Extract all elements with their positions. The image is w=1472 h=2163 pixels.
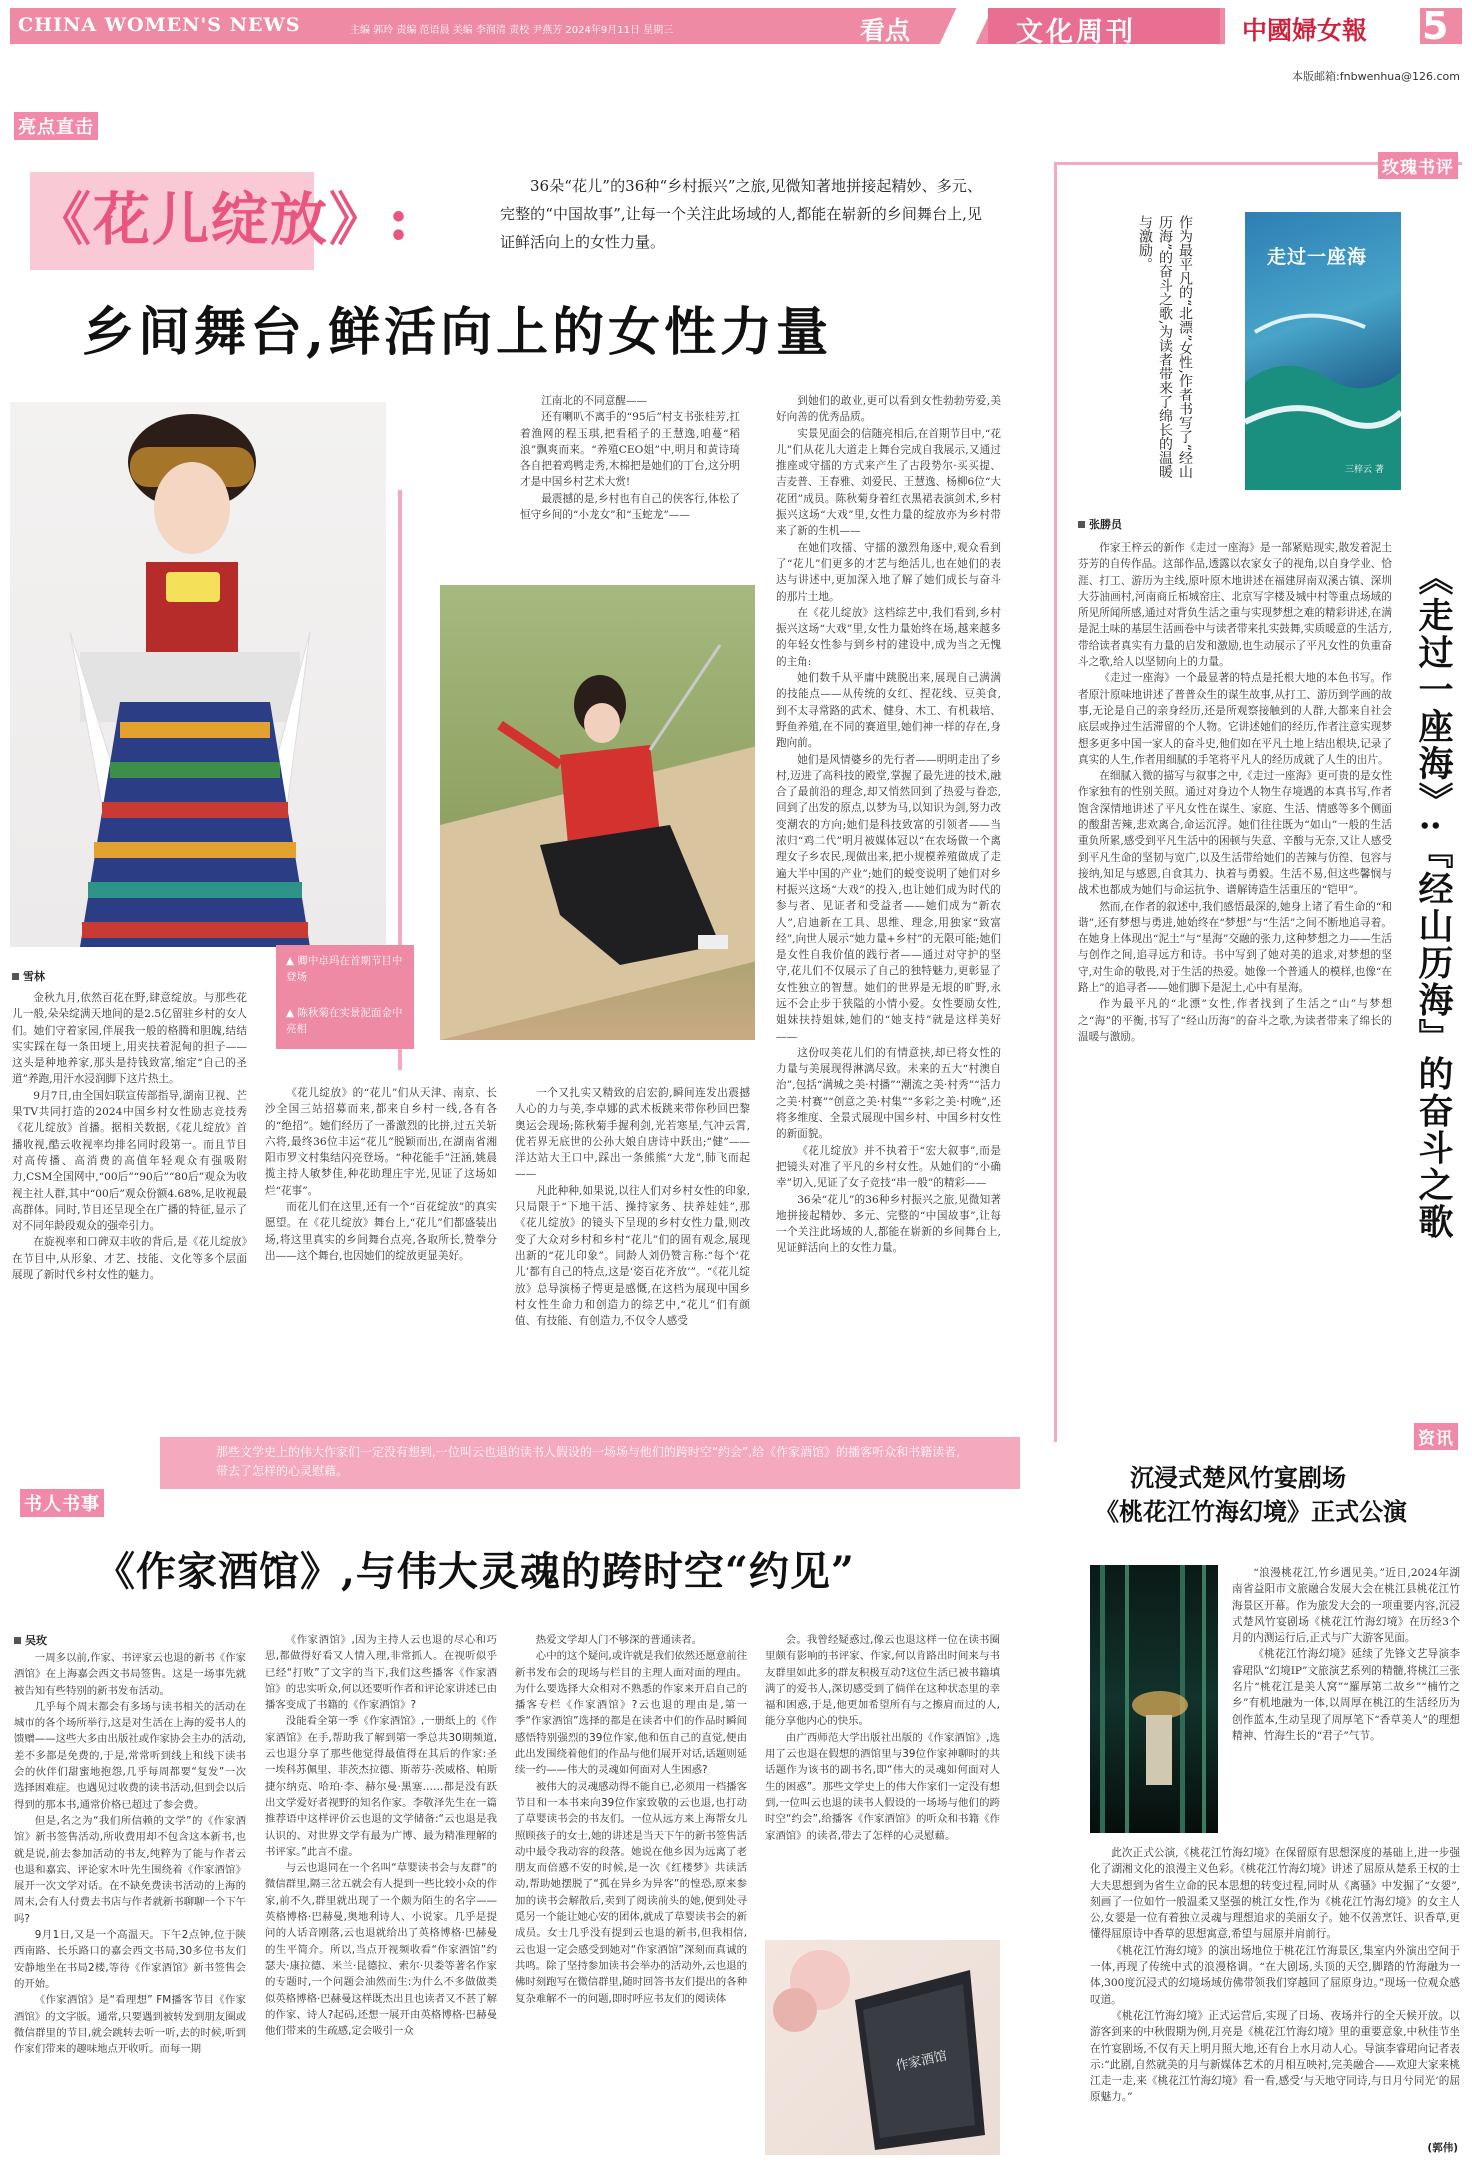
tavern-c2p2: 没能看全第一季《作家酒馆》,一册纸上的《作家酒馆》在手,帮助我了解到第一季总共30期频道,云也退分享了那些他觉得最值得在其后的作家:圣一埃科苏佩里、菲茨杰拉德、斯蒂芬·茨威格、帕斯捷尔纳克、哈珀·李、赫尔曼·黑塞……都是没有跃出文学爱好者视野的知名作家。李敬泽先生在一篇推荐语中这样评价云也退的文学储备:“云也退是我认识的、对世界文学有最为广博、最为精准理解的书评家。”此言不虚。 — [265, 1715, 497, 1858]
book-p5: 作为最平凡的“北漂”女性,作者找到了生活之“山”与梦想之“海”的平衡,书写了“经山历海”的奋斗之歌,为读者带来了绵长的温暖与激励。 — [1078, 998, 1392, 1043]
lead-col2 — [265, 1085, 497, 1375]
author-marker-icon — [1078, 521, 1085, 528]
lead-p3: 在旋视率和口碑双丰收的背后,是《花儿绽放》在节目中,从形象、才艺、技能、文化等多个层面展现了新时代乡村女性的魅力。 — [12, 1236, 247, 1282]
book-p1: 作家王梓云的新作《走过一座海》是一部紧贴现实,散发着泥土芬芳的自传作品。这部作品,透露以农家女子的视角,以自身学业、恰涯、打工、游历为主线,原叶原木地讲述在福建屏南双溪古镇、深圳大芬油画村,河南商丘柘城窑庄、北京写字楼及城中村等重点场域的所见所闻所感,通过对背负生活之重与实现梦想之难的精彩讲述,在满是泥土味的基层生活画卷中与读者带来扎实鼓舞,实质暖意的生活方,带给读者真实有力量的启发和激励,也生动展示了平凡女性的负重奋斗之歌,给人以坚韧向上的力量。 — [1078, 542, 1392, 669]
news-byline-end: (郭伟) — [1427, 2142, 1458, 2154]
lead-col4-p7: 这份叹美花儿们的有情意挟,却已将女性的力量与美展现得淋漓尽致。未来的五大“村澳自治”,包括“满城之美·村播”“潮流之美·村秀”“活力之美·村赛”“创意之美·村集”“多彩之美·村晚”,还将多维度、全景式展现中国乡村、中国乡村女性的新面貌。 — [776, 1046, 1001, 1141]
news-p1: “浪漫桃花江,竹乡遇见美。”近日,2024年湖南省益阳市文旅融合发展大会在桃江县桃花江竹海景区开幕。作为旅发大会的一项重要内容,沉浸式楚风竹宴剧场《桃花江竹海幻境》在历经3个月的内测运行后,正式与广大游客见面。 — [1232, 1567, 1460, 1645]
lead-col4-p5: 她们数千从平庸中跳脱出来,展现自己满满的技能点——从传统的女红、捏花线、豆美食,到不太寻常路的武术、健身、木工、有机栽培、野鱼养殖,在不同的赛道里,她们神一样的存在,身跑向前。 — [776, 672, 1001, 750]
kicker-book: 玫瑰书评 — [1378, 152, 1458, 179]
lead-col4-p3: 在她们攻擂、守擂的激烈角逐中,观众看到了“花儿”们更多的才艺与绝活儿,也在她们的表达与讲述中,更加深入地了解了她们成长与奋斗的那片土地。 — [776, 541, 1001, 603]
tavern-author — [14, 1632, 47, 1648]
book-cover-title: 走过一座海 — [1267, 246, 1368, 268]
news-photo — [1090, 1565, 1218, 1833]
news-p3: 此次正式公演,《桃花江竹海幻境》在保留原有思想深度的基础上,进一步强化了湖湘文化的浪漫主义色彩。《桃花江竹海幻境》讲述了屈原从楚系王权的士大夫思想到为省生立命的民本思想的转变过程,同时从《离骚》中发掘了“女媭”,刻画了一位如竹一般温柔又坚强的桃江女性,作为《桃花江竹海幻境》的女主人公,女媭是一位有着独立灵魂与理想追求的美丽女子。她不仅善烹饪、识香草,更懂得屈原诗中香草的思想寓意,希望与屈原并肩前行。 — [1090, 1847, 1460, 1941]
tavern-book-label: 作家酒馆 — [894, 2048, 949, 2075]
book-cover — [1245, 212, 1401, 490]
pullquote-bar — [160, 1437, 1020, 1489]
kicker-news: 资讯 — [1414, 1423, 1458, 1450]
lead-col3-p5: 凡此种种,如果说,以往人们对乡村女性的印象,只局限于“下地干活、操持家务、扶养娃娃”,那《花儿绽放》的镜头下呈现的乡村女性力量,则改变了大众对乡村和乡村“花儿”们的固有观念,展现出新的“花儿印象”。同龄人刘仍赞言称:“每个‘花儿’都有自己的特点,这是‘姿百花齐放’”。“《花儿绽放》总导演杨子愕更是感慨,在这档为展现中国乡村女性生命力和创造力的综艺中,“花儿”们有颜值、有技能、有创造力,不仅令人感受 — [515, 1184, 750, 1328]
tavern-c3p3: 被伟大的灵魂感动得不能自已,必须用一档播客节目和一本书来向39位作家致敬的云也退,也打动了草婴读书会的书友们。一位从远方来上海帮女儿照顾孩子的女士,她的讲述是当天下午的新书签售活动中最令我动容的段落。她说在他乡因为远离了老朋友而倍感不安的时候,是一次《红楼梦》共读活动,帮助她摆脱了“孤在异乡为异客”的惶恐,原来参加的读书会解散后,卖到了阅读前头的她,便到处寻觅另一个能让她心安的团体,就成了草婴读书会的新成员。女士几乎没有提到云也退的新书,但我相信,云也退一定会感受到她对“作家酒馆”深刻而真诚的共鸣。除了坚持参加读书会举办的活动外,云也退的佛时刻跑写在微信群里,随时回答书友们提出的各种复杂难解不一的问题,即时呼应书友们的阅读体 — [515, 1780, 747, 2005]
book-p3: 在细腻入微的描写与叙事之中,《走过一座海》更可贵的是女性作家独有的性别关照。通过对身边个人物生存境遇的本真书写,作者饱含深情地讲述了平凡女性在谋生、家庭、生活、情感等多个侧面的酸甜苦辣,悲欢离合,命运沉浮。她们往往既为“如山”一般的生活重负所累,感受到平凡生活中的困顿与失意、辛酸与无奈,又让人感受到平凡生命的坚韧与宽广,以及生活带给她们的苦辣与仿徨、包容与接纳,知足与感恩,自食其力、执着与勇毅。生活不易,但这些馨悯与战术也都成为她们与命运抗争、谱解铸造生活重压的“铠甲”。 — [1078, 770, 1392, 897]
tavern-headline: 《作家酒馆》,与伟大灵魂的跨时空“约见” — [95, 1548, 855, 1595]
page-number: 5 — [1422, 4, 1449, 48]
news-col-bottom — [1090, 1845, 1460, 2155]
lead-col1 — [12, 990, 247, 1370]
tavern-col4 — [765, 1632, 1000, 1932]
lead-col3-bottom — [515, 1085, 750, 1375]
book-p4: 然而,在作者的叙述中,我们感悟最深的,她身上诸了看生命的“和谐”,还有梦想与勇进,她始终在“梦想”与“生活”之间不断地追寻着。在她身上体现出“泥土”与“星海”交融的张力,这种梦想之力——生活与创作之间,追寻远方和诗。书中写到了她对美的追求,对梦想的坚守,对生命的敬畏,对于生活的热爱。她像一个普通人的模样,也像“在路上”的追寻者——她们脚下是泥土,心中有星海。 — [1078, 900, 1392, 995]
tavern-col1 — [14, 1650, 246, 2155]
tag-kandian: 看点 — [860, 16, 911, 45]
lead-p1: 金秋九月,依然百花在野,肆意绽放。与那些花儿一般,朵朵绽满天地间的是2.5亿留驻乡村的女人们。她们守着家园,伴展我一般的格腾和胆魄,结结实实踩在每一条田埂上,用夹扶着泥甸的担子——这头是种地养家,那头是持钱致富,缩定“自己的圣道”养跑,用汗水浸润脚下这片热土。 — [12, 992, 247, 1086]
section-email: 本版邮箱:fnbwenhua@126.com — [1292, 70, 1460, 83]
book-author — [1078, 516, 1122, 532]
tavern-p3: 但是,名之为“我们所信赖的文学”的《作家酒馆》新书签售活动,所收费用却不包含这本新书,也就是说,前去参加活动的书友,纯粹为了能与作者云也退和嘉宾、评论家木叶先生围绕着《作家酒馆》展开一次文学对话。在不缺免费读书活动的上海的周末,会有人付费去书店与作者就新书聊聊一个下午吗? — [14, 1814, 246, 1925]
news-title1: 沉浸式楚风竹宴剧场 — [1130, 1463, 1346, 1492]
tavern-author-name: 吴玫 — [25, 1634, 47, 1647]
lead-p2: 9月7日,由全国妇联宣传部指导,湖南卫视、芒果TV共同打造的2024中国乡村女性励志竞技秀《花儿绽放》首播。据相关数据,《花儿绽放》首播收视,酷云收视率均排名同时段第一。而且节目对高传播、高消费的高值年轻观众有强吸附力,CSM全国网中,“00后”“90后”“80后”观众为收视主社人群,其中“00后”观众份额4.68%,足收视最高群体。同时,节目还呈现全在广播的特征,显示了对不同年龄段观众的强牵引力。 — [12, 1089, 247, 1233]
photo-caption-box — [276, 945, 414, 1049]
tavern-p2: 几乎每个周末都会有多场与读书相关的活动在城市的各个场所举行,这是对生活在上海的爱书人的馈赠——这些大多由出版社或作家协会主办的活动,差不多都是免费的,于是,常常听到线上和线下读书会的伙伴们甜蜜地抱怨,几乎每周都要“复发”一次选择困难症。也遇见过收费的读书活动,但到会以后得到的那本书,通常价格已超过了参会费。 — [14, 1700, 246, 1811]
paper-name-en: CHINA WOMEN'S NEWS — [18, 14, 301, 36]
lead-col3-p3: 最震撼的是,乡村也有自己的侠客行,体松了恒守乡间的“小龙女”和“玉蛇龙”—— — [520, 492, 740, 522]
author-marker-icon — [14, 1637, 21, 1644]
book-cover-author: 三梓云 著 — [1345, 465, 1384, 475]
pullquote-text: 那些文学史上的伟大作家们一定没有想到,一位叫云也退的读书人假设的一场场与他们的跨时空“约会”,给《作家酒馆》的播客听众和书籍读者,带去了怎样的心灵慰藉。 — [216, 1445, 960, 1478]
lead-p5: 而花儿们在这里,还有一个“百花绽放”的真实愿望。在《花儿绽放》舞台上,“花儿”们都盛装出场,将这里真实的乡间舞台点亮,各取所长,赞拳分出——这个舞台,也因她们的绽放更显美好。 — [265, 1201, 497, 1262]
tavern-book-illustration — [765, 1940, 1000, 2155]
lead-col4-p4: 在《花儿绽放》这档综艺中,我们看到,乡村振兴这场“大戏”里,女性力量始终在场,越来越多的年轻女性参与到乡村的建设中,成为当之无愧的主角: — [776, 606, 1001, 668]
photo-zhuoma — [10, 402, 386, 947]
book-p2: 《走过一座海》一个最显著的特点是托根大地的本色书写。作者原汁原味地讲述了普普众生的谋生故事,从打工、游历到学画的故事,无论是自己的亲身经历,还是所观察接触到的人群,大都来自社会底层或挣过生活滞留的个人物。它讲述她们的经历,作者注意实现梦想多更多中国一家人的奋斗史,他们如在平凡土地上结出根块,记录了真实的人生,作者用细腻的手笔将平凡人的经历成就了人生的出片。 — [1078, 672, 1392, 766]
kicker-tavern: 书人书事 — [20, 1489, 104, 1517]
photo-qiuju-figure — [440, 585, 755, 1040]
lead-title-pink: 《花儿绽放》: — [34, 186, 412, 253]
lead-col4-p6: 她们是风情婆乡的先行者——明明走出了乡村,迈进了高科技的殿堂,掌握了最先进的技术,融合了最前沿的理念,却又悄然回到了热爱与眷恋,回到了出发的原点,以梦为马,以知识为剑,努力改变潮农的方向;她们是科技致富的引领者——当浓归“鸡二代”明月被媒体冠以“在农场做一个离理女子乡农民,现做出来,把小规模养殖做成了走遍大半中国的产业”;她们的蜕变说明了她们对乡村振兴这场“大戏”的投入,也让她们成为时代的参与者、见证者和受益者——她们成为“新农人”,启迪新在工具、思维、理念,用独家“致富经”,向世人展示“她力量+乡村”的无限可能;她们是女性自我价值的践行者——通过对守护的坚守,花儿们不仅展示了自己的独特魅力,更彰显了女性独立的智慧。她们的世界是无垠的旷野,永远不会止步于狭隘的小情小爱。女性要励女性,姐妹扶持姐妹,她们的“她支持”就是这样美好—— — [776, 753, 1001, 1043]
book-border-left — [1054, 162, 1057, 1442]
lead-p4: 《花儿绽放》的“花儿”们从天津、南京、长沙全国三站招募而来,都来自乡村一线,各有各的“绝招”。她们经历了一番激烈的比拼,过五关斩六将,最终36位丰运“花儿”脱颖而出,在湖南省湘阳市罗文村集结闪亮登场。“种花能手”汪涵,姚晨揽主持人敏梦佳,种花助理庄宇光,见证了这场如烂“花事”。 — [265, 1087, 497, 1197]
section-title: 文化周刊 — [1016, 17, 1136, 48]
tavern-c2p1: 《作家酒馆》,因为主持人云也退的尽心和巧思,都做得好看又人情入理,非常抓人。在视听似乎已经“打败”了文字的当下,我们这些播客《作家酒馆》的忠实听众,何以还要听作者和评论家讲述已由播客变成了书籍的《作家酒馆》? — [265, 1634, 497, 1712]
lead-col4-p2: 实景见面会的信随亮相后,在首期节目中,“花儿”们从花儿大道走上舞台完成自我展示,又通过推座或守擂的方式来产生了古段势尔·买买提、吉麦普、王春雅、刘爱民、王慧逸、杨柳6位“大花团”成员。陈秋菊身着红衣黑裙表演剑术,乡村振兴这场“大戏”里,女性力量的绽放亦为乡村带来了新的生机—— — [776, 427, 1001, 538]
lead-col4-p9: 36朵“花儿”的36种乡村振兴之旅,见微知著地拼接起精妙、多元、完整的“中国故事”,让每一个关注此场域的人,都能在崭新的乡间舞台上,见证鲜活向上的女性力量。 — [776, 1193, 1001, 1255]
newspaper-logo: 中國婦女報 — [1242, 16, 1368, 45]
book-author-name: 张勝员 — [1089, 518, 1122, 531]
tavern-p4: 9月1日,又是一个高温天。下午2点钟,位于陕西南路、长乐路口的嘉会西文书局,30多位书友们安静地坐在书局2楼,等待《作家酒馆》新书签售会的开始。 — [14, 1929, 246, 1990]
author-marker-icon — [12, 973, 19, 980]
tavern-book-photo — [765, 1940, 1000, 2155]
kicker-lead: 亮点直击 — [14, 112, 98, 140]
tavern-c2p3: 与云也退同在一个名叫“草婴读书会与友群”的微信群里,隔三岔五就会有人提到一些比较小众的作家,前不久,群里就出现了一个颇为陌生的名字——英格博格·巴赫曼,奥地利诗人、小说家。几乎是提问的人话音刚落,云也退就给出了英格博格·巴赫曼的生平简介。所以,当点开视频收看“作家酒馆”约瑟夫·康拉德、米兰·昆德拉、索尔·贝娄等著名作家的专题时,一个问题会油然而生:为什么不多做做类似英格博格·巴赫曼这样既杰出且也读者又不甚了解的作家、诗人?起码,还想一展开由英格博格·巴赫曼他们带来的生疏感,定会吸引一众 — [265, 1862, 497, 2038]
masthead — [10, 4, 1462, 48]
lead-col4-p8: 《花儿绽放》并不执着于“宏大叙事”,而是把镜头对准了平凡的乡村女性。从她们的“小确幸”切入,见证了女子竞技“串一般”的精彩—— — [776, 1144, 1001, 1190]
tavern-p1: 一周多以前,作家、书评家云也退的新书《作家酒馆》在上海嘉会西文书局签售。这是一场事先就被告知有些特别的新书发布活动。 — [14, 1652, 246, 1697]
tavern-p5: 《作家酒馆》是“看理想” FM播客节目《作家酒馆》的文字版。通常,只要遇到被转发到朋友圈或微信群里的节目,就会跳转去听一听,去的时候,听到作家们带来的趣味地点开收听。而每一期 — [14, 1994, 246, 2056]
lead-col3-top — [520, 393, 740, 583]
lead-author-name: 雪林 — [23, 970, 45, 983]
news-col-top — [1232, 1565, 1460, 1840]
tavern-c3p1: 热爱文学却人门不够深的普通读者。 — [535, 1634, 703, 1646]
lead-col3-p4: 一个又扎实又精致的启宏韵,瞬间连发出震撼人心的力与美,李卓娜的武术板跳来带你秒回巴黎奥运会现场;陈秋菊手握利剑,光若寒星,气冲云霄,优若界无底世的公孙大娘自唐诗中跃出;“健”——洋达站大王口中,踩出一条熊熊“大龙”,肺飞而起—— — [515, 1087, 750, 1181]
caption-qiuju: ▲ 陈秋菊在实景泥面金中亮相 — [286, 1007, 403, 1035]
news-p4: 《桃花江竹海幻境》的演出场地位于桃花江竹海景区,集室内外演出空间于一体,再现了传统中式的浪漫格调。“在大剧场,头顶的天空,脚踏的竹海融为一体,300度沉浸式的幻境场域仿佛带领我们穿越回了屈原身边。”现场一位观众感叹道。 — [1090, 1944, 1460, 2006]
lead-col3-p2: 还有喇叭不离手的“95后”村支书张桂芳,扛着渔网的程玉琪,把看稻子的王慧逸,咱蔓“稻浪”飘爽而来。“养殖CEO姐”中,明月和黄诗琦各自把着鸡鸭走秀,木棉把是她们的丁台,这分明才是中国乡村艺术大赏! — [520, 411, 740, 489]
news-p5: 《桃花江竹海幻境》正式运营后,实现了日场、夜场并行的全天候开放。以游客到来的中秋假期为例,月亮是《桃花江竹海幻境》里的重要意象,中秋佳节坐在竹宴剧场,不仅有天上明月照大地,还有台上水月动人心。导演李睿珺向记者表示:“此剧,自然就美的月与新媒体艺术的月相互映衬,完美融合——欢迎大家来桃江走一走,来《桃花江竹海幻境》看一看,感受‘与天地守同诗,与日月兮同光’的屈原魅力。” — [1090, 2009, 1460, 2104]
masthead-divider — [940, 8, 993, 44]
news-photo-bamboo — [1090, 1565, 1218, 1833]
book-body — [1078, 540, 1392, 1380]
photo-zhuoma-figure — [10, 402, 386, 947]
tavern-c3p2: 心中的这个疑问,或许就是我们依然还愿意前往新书发布会的现场与栏目的主理人面对面的理由。为什么要选择大众相对不熟悉的作家来开启自己的播客专栏《作家酒馆》?云也退的理由是,第一季“作家酒馆”选择的都是在读者中们的作品时瞬间感悟特别强烈的39位作家,他和伍自己的直觉,便由此出发围绕着他们的作品与他们展开对话,话题则延续一约——伟大的灵魂如何面对人生困惑? — [515, 1650, 747, 1777]
lead-deck: 36朵“花儿”的36种“乡村振兴”之旅,见微知著地拼接起精妙、多元、完整的“中国故事”,让每一个关注此场域的人,都能在崭新的乡间舞台上,见证鲜活向上的女性力量。 — [500, 177, 982, 251]
lead-col3-p1: 江南北的不同意醒—— — [541, 395, 648, 407]
lead-headline: 乡间舞台,鲜活向上的女性力量 — [82, 302, 833, 363]
news-p2: 《桃花江竹海幻境》延续了先锋文艺导演李睿珺队“幻境IP”文旅演艺系列的精髓,将桃江三张名片“桃花江是美人窝”“羅厚第二故乡”“楠竹之乡”有机地融为一体,以周厚在桃江的生活经历为创作蓝本,生动呈现了周厚笔下“香草美人”的理想精神、竹海生长的“君子”气节。 — [1232, 1648, 1460, 1742]
tavern-col2 — [265, 1632, 497, 2155]
tavern-c4p1: 会。我曾经疑惑过,像云也退这样一位在读书圈里颇有影响的书评家、作家,何以肯路出时间来与书友群里如此多的群友积极互动?这位生活已被书籍填满了的爱书人,深切感受到了倘佯在这种状态里的幸福和困惑,于是,他更加希望所有与之擦肩而过的人,能分享他内心的快乐。 — [765, 1634, 1000, 1728]
photo-qiuju — [440, 585, 755, 1040]
lead-col4-p1: 到她们的敢业,更可以看到女性勃勃劳爱,美好向善的优秀品质。 — [776, 395, 1001, 424]
book-vertical-deck: 作为最平凡的“北漂”女性,作者书写了“经山历海”的奋斗之歌,为读者带来了绵长的温暖与激励。 — [1137, 215, 1193, 479]
lead-author — [12, 968, 45, 984]
news-title2: 《桃花江竹海幻境》正式公演 — [1095, 1497, 1407, 1526]
tavern-c4p2: 由广西师范大学出版社出版的《作家酒馆》,选用了云也退在假想的酒馆里与39位作家神聊时的共话题作为该书的副书名,即“伟大的灵魂如何面对人生的困惑”。那些文学史上的伟大作家们一定没有想到,一位叫云也退的读书人假设的一场场与他们的跨时空“约会”,给播客《作家酒馆》的听众和书籍《作家酒馆》的读者,带去了怎样的心灵慰藉。 — [765, 1731, 1000, 1842]
book-vertical-title: 《走过一座海》:『经山历海』的奋斗之歌 — [1413, 560, 1454, 1241]
caption-zhuoma: ▲ 卿中卓玛在首期节目中登场 — [286, 955, 403, 983]
masthead-credits: 主编 郭玲 责编 范语晨 美编 李润清 责校 尹燕芳 2024年9月11日 星期三 — [350, 25, 674, 36]
lead-col4 — [776, 393, 1001, 1383]
tavern-col3 — [515, 1632, 747, 2155]
